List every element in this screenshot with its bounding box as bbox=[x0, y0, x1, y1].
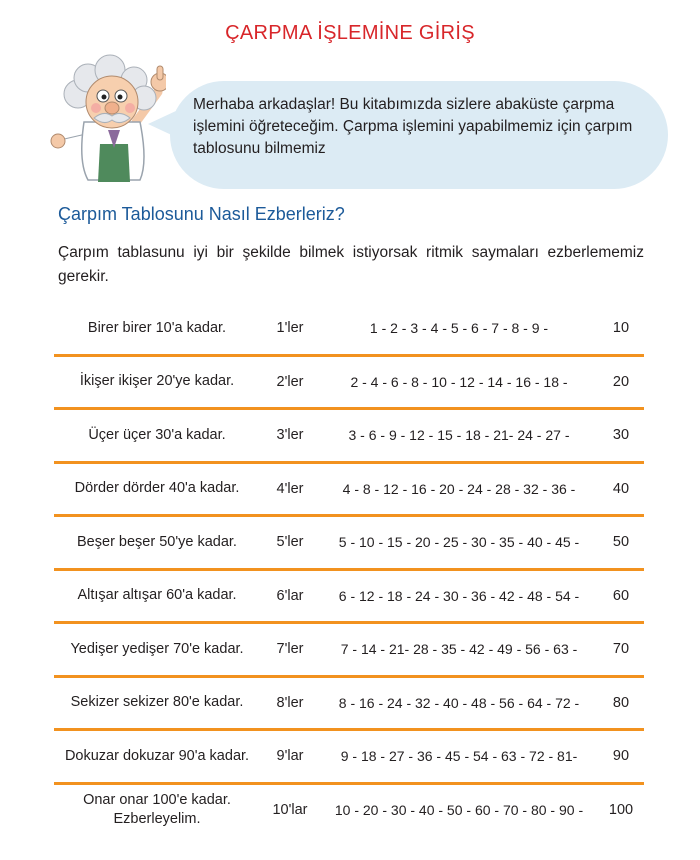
row-sequence-text: 4 - 8 - 12 - 16 - 20 - 24 - 28 - 32 - 36 - bbox=[342, 480, 576, 497]
table-row bbox=[54, 678, 644, 732]
row-sequence bbox=[320, 303, 598, 354]
row-sequence bbox=[320, 624, 598, 675]
row-sequence bbox=[320, 464, 598, 515]
row-end-value-text: 40 bbox=[612, 480, 630, 497]
row-description-text: Altışar altışar 60'a kadar. bbox=[77, 587, 237, 604]
row-unit-text: 6'lar bbox=[276, 587, 304, 604]
row-description bbox=[54, 357, 260, 408]
row-sequence-text: 2 - 4 - 6 - 8 - 10 - 12 - 14 - 16 - 18 - bbox=[350, 373, 568, 390]
row-description bbox=[54, 678, 260, 729]
table-row bbox=[54, 464, 644, 518]
section-subtitle: Çarpım Tablosunu Nasıl Ezberleriz? bbox=[58, 204, 345, 224]
row-description-text: Dörder dörder 40'a kadar. bbox=[74, 480, 240, 497]
row-description bbox=[54, 410, 260, 461]
row-unit bbox=[260, 303, 320, 354]
row-description bbox=[54, 303, 260, 354]
speech-bubble-text: Merhaba arkadaşlar! Bu kitabımızda sizlere abaküste çarpma işlemini öğreteceğim. Çarpma işlemini yapabilmemiz için çarpım tablosunu bilmemiz bbox=[193, 96, 633, 157]
row-description bbox=[54, 624, 260, 675]
rhythmic-counting-table bbox=[54, 303, 644, 835]
row-end-value bbox=[598, 517, 644, 568]
row-sequence-text: 9 - 18 - 27 - 36 - 45 - 54 - 63 - 72 - 81- bbox=[340, 748, 578, 765]
row-sequence-text: 5 - 10 - 15 - 20 - 25 - 30 - 35 - 40 - 45 - bbox=[338, 534, 580, 551]
row-end-value-text: 100 bbox=[608, 801, 634, 818]
row-end-value-text: 10 bbox=[612, 320, 630, 337]
row-unit bbox=[260, 624, 320, 675]
table-row bbox=[54, 303, 644, 357]
row-description-text: Sekizer sekizer 80'e kadar. bbox=[70, 694, 244, 711]
row-unit-text: 4'ler bbox=[276, 480, 304, 497]
row-description-text: Dokuzar dokuzar 90'a kadar. bbox=[64, 747, 250, 764]
table-row bbox=[54, 410, 644, 464]
row-unit bbox=[260, 464, 320, 515]
row-unit-text: 2'ler bbox=[276, 373, 304, 390]
row-unit bbox=[260, 678, 320, 729]
row-unit bbox=[260, 357, 320, 408]
table-row bbox=[54, 357, 644, 411]
row-end-value bbox=[598, 624, 644, 675]
table-row bbox=[54, 517, 644, 571]
row-description bbox=[54, 731, 260, 782]
row-end-value bbox=[598, 678, 644, 729]
row-description-text: Yedişer yedişer 70'e kadar. bbox=[70, 640, 244, 657]
row-sequence bbox=[320, 731, 598, 782]
row-unit-text: 5'ler bbox=[276, 534, 304, 551]
row-end-value-text: 80 bbox=[612, 694, 630, 711]
row-end-value bbox=[598, 571, 644, 622]
row-unit bbox=[260, 731, 320, 782]
row-end-value-text: 70 bbox=[612, 641, 630, 658]
professor-mascot-icon bbox=[48, 52, 166, 186]
page-title: ÇARPMA İŞLEMİNE GİRİŞ bbox=[225, 22, 475, 44]
intro-paragraph: Çarpım tablasunu iyi bir şekilde bilmek istiyorsak ritmik saymaları ezberlememiz gerekir. bbox=[58, 244, 644, 285]
row-unit-text: 3'ler bbox=[276, 427, 304, 444]
row-unit-text: 8'ler bbox=[276, 694, 304, 711]
row-sequence-text: 6 - 12 - 18 - 24 - 30 - 36 - 42 - 48 - 54 - bbox=[338, 587, 580, 604]
table-row bbox=[54, 571, 644, 625]
row-sequence-text: 3 - 6 - 9 - 12 - 15 - 18 - 21- 24 - 27 - bbox=[348, 427, 570, 444]
row-end-value-text: 60 bbox=[612, 587, 630, 604]
row-sequence-text: 7 - 14 - 21- 28 - 35 - 42 - 49 - 56 - 63 - bbox=[340, 641, 578, 658]
row-end-value bbox=[598, 303, 644, 354]
row-description bbox=[54, 464, 260, 515]
row-sequence bbox=[320, 410, 598, 461]
row-sequence bbox=[320, 517, 598, 568]
row-description-text: Üçer üçer 30'a kadar. bbox=[88, 426, 226, 443]
row-description bbox=[54, 517, 260, 568]
row-unit bbox=[260, 785, 320, 836]
row-unit bbox=[260, 571, 320, 622]
row-unit bbox=[260, 410, 320, 461]
row-end-value-text: 50 bbox=[612, 534, 630, 551]
row-end-value-text: 20 bbox=[612, 373, 630, 390]
row-description bbox=[54, 785, 260, 836]
row-sequence bbox=[320, 785, 598, 836]
table-row bbox=[54, 785, 644, 836]
row-unit bbox=[260, 517, 320, 568]
row-end-value bbox=[598, 410, 644, 461]
row-end-value bbox=[598, 785, 644, 836]
table-row bbox=[54, 624, 644, 678]
row-unit-text: 9'lar bbox=[276, 748, 304, 765]
row-sequence-text: 8 - 16 - 24 - 32 - 40 - 48 - 56 - 64 - 72 - bbox=[338, 694, 580, 711]
row-sequence bbox=[320, 678, 598, 729]
row-sequence bbox=[320, 571, 598, 622]
table-row bbox=[54, 731, 644, 785]
row-description-text: İkişer ikişer 20'ye kadar. bbox=[79, 373, 235, 390]
row-unit-text: 7'ler bbox=[276, 641, 304, 658]
row-sequence-text: 10 - 20 - 30 - 40 - 50 - 60 - 70 - 80 - 90 - bbox=[334, 801, 584, 818]
row-description-text: Beşer beşer 50'ye kadar. bbox=[77, 533, 237, 550]
row-end-value bbox=[598, 731, 644, 782]
row-sequence bbox=[320, 357, 598, 408]
row-description bbox=[54, 571, 260, 622]
row-end-value-text: 30 bbox=[612, 427, 630, 444]
row-description-text: Onar onar 100'e kadar. Ezberleyelim. bbox=[83, 791, 231, 827]
row-unit-text: 1'ler bbox=[276, 320, 304, 337]
row-end-value-text: 90 bbox=[612, 748, 630, 765]
row-unit-text: 10'lar bbox=[272, 801, 308, 818]
row-description-text: Birer birer 10'a kadar. bbox=[87, 319, 227, 336]
row-end-value bbox=[598, 357, 644, 408]
row-end-value bbox=[598, 464, 644, 515]
row-sequence-text: 1 - 2 - 3 - 4 - 5 - 6 - 7 - 8 - 9 - bbox=[369, 320, 549, 337]
